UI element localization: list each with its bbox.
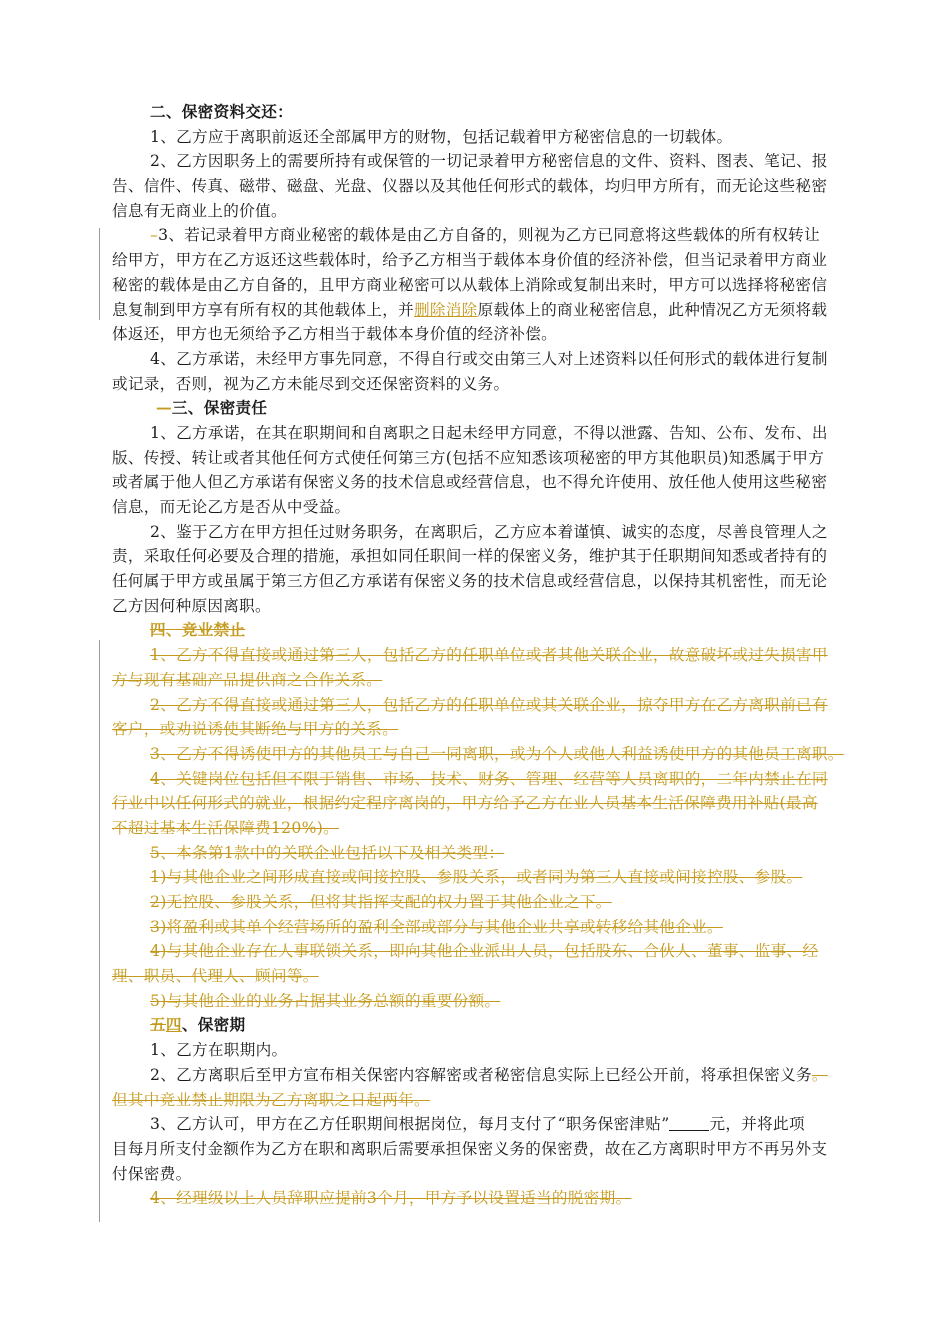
inserted-text: 消除 xyxy=(445,300,478,319)
deleted-line: 4)与其他企业存在人事联锁关系，即向其他企业派出人员，包括股东、合伙人、董事、监事、经 xyxy=(150,942,819,961)
paragraph-line: 秘密的载体是由乙方自备的，且甲方商业秘密可以从载体上消除或复制出来时，甲方可以选择将秘密信 xyxy=(112,275,828,294)
paragraph-line: 1、乙方在职期内。 xyxy=(150,1041,288,1060)
paragraph-line: 2、鉴于乙方在甲方担任过财务职务，在离职后，乙方应本着谨慎、诚实的态度，尽善良管理人之 xyxy=(150,522,828,541)
deleted-line: 但其中竞业禁止期限为乙方离职之日起两年。 xyxy=(112,1090,430,1109)
deleted-line: 客户，或劝说诱使其断绝与甲方的关系。 xyxy=(112,720,399,739)
paragraph-line: 乙方因何种原因离职。 xyxy=(112,596,271,615)
revision-bar xyxy=(99,640,100,1222)
section-heading: 五四、保密期 xyxy=(150,1015,246,1035)
paragraph-line: 1、乙方应于离职前返还全部属甲方的财物，包括记载着甲方秘密信息的一切载体。 xyxy=(150,127,733,146)
paragraph-line: 体返还，甲方也无须给予乙方相当于载体本身价值的经济补偿。 xyxy=(112,325,558,344)
deleted-line: 行业中以任何形式的就业，根据约定程序离岗的，甲方给予乙方在业人员基本生活保障费用补贴(最高 xyxy=(112,794,818,813)
revision-bar xyxy=(99,228,100,320)
paragraph-line: 或者属于他人但乙方承诺有保密义务的技术信息或经营信息，也不得允许使用、放任他人使用这些秘密 xyxy=(112,473,828,492)
deleted-text: 删除 xyxy=(413,300,446,319)
deleted-line: 2、乙方不得直接或通过第三人，包括乙方的任职单位或其关联企业，掠夺甲方在乙方离职前已有 xyxy=(150,695,828,714)
paragraph-line: 给甲方，甲方在乙方返还这些载体时，给予乙方相当于载体本身价值的经济补偿，但当记录着甲方商业 xyxy=(112,251,828,270)
paragraph-line: 1、乙方承诺，在其在职期间和自离职之日起未经甲方同意，不得以泄露、告知、公布、发布、出 xyxy=(150,423,828,442)
paragraph-line: –3、若记录着甲方商业秘密的载体是由乙方自备的，则视为乙方已同意将这些载体的所有权转让 xyxy=(150,226,820,245)
paragraph-line: 版、传授、转让或者其他任何方式使任何第三方(包括不应知悉该项秘密的甲方其他职员)知悉属于甲方 xyxy=(112,448,825,467)
deleted-heading: 四、竞业禁止 xyxy=(150,620,246,640)
paragraph-line: 4、乙方承诺，未经甲方事先同意，不得自行或交由第三人对上述资料以任何形式的载体进行复制 xyxy=(150,349,828,368)
paragraph-line: 信息有无商业上的价值。 xyxy=(112,201,287,220)
deleted-line: 方与现有基础产品提供商之合作关系。 xyxy=(112,670,383,689)
deleted-mark: – xyxy=(150,226,159,245)
deleted-line: 3、乙方不得诱使甲方的其他员工与自己一同离职，或为个人或他人利益诱使甲方的其他员工离职。 xyxy=(150,744,844,763)
paragraph-line: 目每月所支付金额作为乙方在职和离职后需要承担保密义务的保密费，故在乙方离职时甲方不再另外支 xyxy=(112,1139,828,1158)
paragraph-line: 2、乙方离职后至甲方宣布相关保密内容解密或者秘密信息实际上已经公开前，将承担保密义务。 xyxy=(150,1065,828,1084)
deleted-text: 五 xyxy=(150,1015,166,1035)
paragraph-line: 信息，而无论乙方是否从中受益。 xyxy=(112,498,351,516)
deleted-line: 4、经理级以上人员辞职应提前3个月，甲方予以设置适当的脱密期。 xyxy=(150,1189,632,1208)
deleted-line: 2)无控股、参股关系，但将其指挥支配的权力置于其他企业之下。 xyxy=(150,893,612,911)
deleted-line: 不超过基本生活保障费120%)。 xyxy=(112,818,339,837)
paragraph-line: 告、信件、传真、磁带、磁盘、光盘、仪器以及其他任何形式的载体，均归甲方所有，而无论这些秘密 xyxy=(112,177,828,196)
deleted-line: 5、本条第1款中的关联企业包括以下及相关类型： xyxy=(150,843,505,862)
document-page xyxy=(112,100,868,1211)
deleted-line: 4、关键岗位包括但不限于销售、市场、技术、财务、管理、经营等人员离职的，二年内禁止在同 xyxy=(150,769,828,788)
deleted-line: 5)与其他企业的业务占据其业务总额的重要份额。 xyxy=(150,991,501,1010)
paragraph-line: 或记录，否则，视为乙方未能尽到交还保密资料的义务。 xyxy=(112,374,510,393)
deleted-mark: — xyxy=(156,398,172,418)
deleted-line: 3)将盈利或其单个经营场所的盈利全部或部分与其他企业共享或转移给其他企业。 xyxy=(150,917,723,936)
paragraph-line: 责，采取任何必要及合理的措施，承担如同任职间一样的保密义务，维护其于任职期间知悉或者持有的 xyxy=(112,547,828,566)
inserted-text: 四 xyxy=(165,1015,182,1035)
fill-in-blank xyxy=(669,1116,709,1131)
paragraph-line: 息复制到甲方享有所有权的其他载体上，并删除消除原载体上的商业秘密信息，此种情况乙方无须将载 xyxy=(112,300,828,319)
deleted-line: 1)与其他企业之间形成直接或间接控股、参股关系，或者同为第三人直接或间接控股、参股。 xyxy=(150,868,803,887)
paragraph-line: 付保密费。 xyxy=(112,1164,192,1183)
paragraph-line: 2、乙方因职务上的需要所持有或保管的一切记录着甲方秘密信息的文件、资料、图表、笔记、报 xyxy=(150,152,828,171)
deleted-text: 。 xyxy=(811,1065,828,1084)
section-heading: —三、保密责任 xyxy=(156,398,268,418)
deleted-line: 理、职员、代理人、顾问等。 xyxy=(112,967,319,986)
paragraph-line: 3、乙方认可，甲方在乙方任职期间根据岗位，每月支付了“职务保密津贴” 元，并将此项 xyxy=(150,1115,805,1134)
paragraph-line: 任何属于甲方或虽属于第三方但乙方承诺有保密义务的技术信息或经营信息，以保持其机密性，而无论 xyxy=(112,572,828,591)
deleted-line: 1、乙方不得直接或通过第三人，包括乙方的任职单位或者其他关联企业，故意破坏或过失损害甲 xyxy=(150,646,828,665)
section-heading: 二、保密资料交还： xyxy=(150,102,294,121)
